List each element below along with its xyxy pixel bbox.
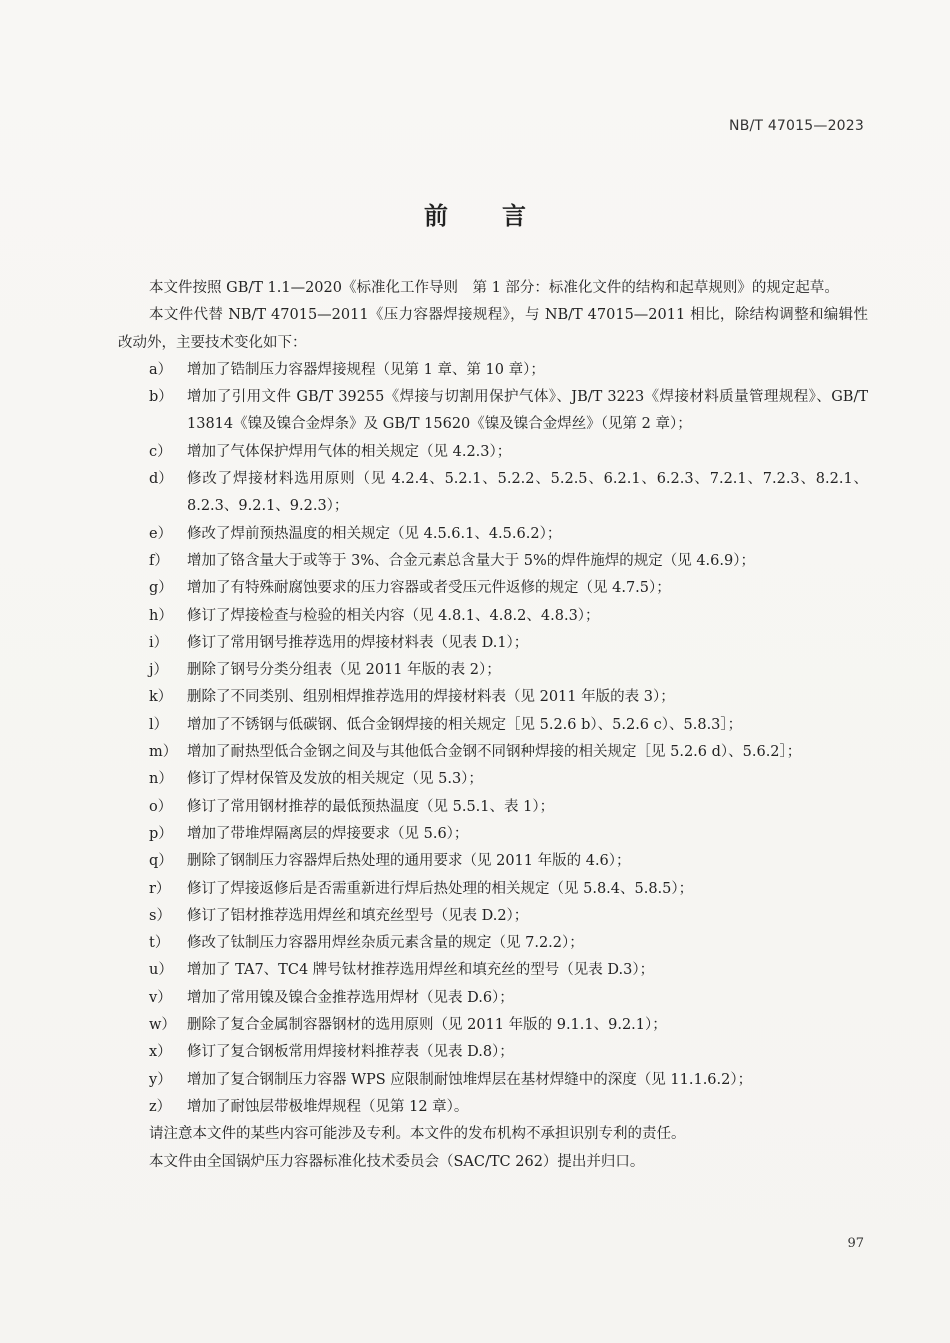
change-list-item	[118, 930, 868, 957]
list-item-text: 增加了气体保护焊用气体的相关规定（见 4.2.3）；	[187, 443, 512, 460]
change-list-item	[118, 384, 868, 439]
change-list-item	[118, 794, 868, 821]
list-item-text: 增加了不锈钢与低碳钢、低合金钢焊接的相关规定［见 5.2.6 b）、5.2.6 c）、5.8.3］；	[187, 716, 743, 733]
list-item-marker: s）	[149, 907, 171, 924]
list-item-text: 修订了复合钢板常用焊接材料推荐表（见表 D.8）；	[187, 1044, 514, 1061]
list-item-marker: l）	[149, 716, 169, 733]
list-item-text: 增加了铬含量大于或等于 3%、合金元素总含量大于 5%的焊件施焊的规定（见 4.6.9）；	[187, 552, 755, 569]
list-item-marker: j）	[149, 662, 168, 679]
list-item-text: 修订了铝材推荐选用焊丝和填充丝型号（见表 D.2）；	[187, 907, 529, 924]
list-item-text: 修订了焊材保管及发放的相关规定（见 5.3）；	[187, 771, 483, 788]
list-item-text: 修订了常用钢号推荐选用的焊接材料表（见表 D.1）；	[187, 634, 529, 651]
page-number: 97	[847, 1236, 864, 1251]
change-list-item	[118, 766, 868, 793]
committee-statement: 本文件由全国锅炉压力容器标准化技术委员会（SAC/TC 262）提出并归口。	[149, 1153, 645, 1170]
list-item-marker: o）	[149, 798, 173, 815]
list-item-marker: f）	[149, 552, 169, 569]
page-title: 前言	[424, 202, 580, 230]
list-item-marker: q）	[149, 853, 173, 870]
foreword-body	[118, 275, 868, 1176]
change-list-item	[118, 1094, 868, 1121]
list-item-text: 修订了常用钢材推荐的最低预热温度（见 5.5.1、表 1）；	[187, 798, 555, 815]
list-item-text: 增加了耐蚀层带极堆焊规程（见第 12 章）。	[187, 1098, 469, 1115]
technical-changes-list	[118, 357, 868, 1121]
list-item-text: 增加了锆制压力容器焊接规程（见第 1 章、第 10 章）；	[187, 361, 545, 378]
change-list-item	[118, 985, 868, 1012]
replacement-paragraph: 本文件代替 NB/T 47015—2011《压力容器焊接规程》，与 NB/T 47015—2011 相比，除结构调整和编辑性改动外，主要技术变化如下：	[118, 307, 868, 351]
document-code: NB/T 47015—2023	[729, 118, 864, 134]
list-item-marker: y）	[149, 1071, 172, 1088]
list-item-text: 删除了钢号分类分组表（见 2011 年版的表 2）；	[187, 662, 501, 679]
change-list-item	[118, 1039, 868, 1066]
change-list-item	[118, 630, 868, 657]
list-item-marker: i）	[149, 634, 169, 651]
patent-notice: 请注意本文件的某些内容可能涉及专利。本文件的发布机构不承担识别专利的责任。	[149, 1126, 686, 1143]
change-list-item	[118, 548, 868, 575]
list-item-marker: e）	[149, 525, 173, 542]
change-list-item	[118, 848, 868, 875]
change-list-item	[118, 603, 868, 630]
change-list-item	[118, 1067, 868, 1094]
change-list-item	[118, 521, 868, 548]
intro-paragraph: 本文件按照 GB/T 1.1—2020《标准化工作导则 第 1 部分：标准化文件的结构和起草规则》的规定起草。	[149, 280, 839, 296]
list-item-text: 修订了焊接返修后是否需重新进行焊后热处理的相关规定（见 5.8.4、5.8.5）；	[187, 880, 694, 897]
list-item-marker: u）	[149, 962, 173, 979]
change-list-item	[118, 657, 868, 684]
list-item-text: 删除了不同类别、组别相焊推荐选用的焊接材料表（见 2011 年版的表 3）；	[187, 689, 675, 706]
list-item-marker: t）	[149, 935, 170, 952]
list-item-marker: g）	[149, 580, 173, 597]
list-item-text: 增加了引用文件 GB/T 39255《焊接与切割用保护气体》、JB/T 3223《焊接材料质量管理规程》、GB/T 13814《镍及镍合金焊条》及 GB/T 15620《镍及镍合金焊丝》（见第 2 章）；	[187, 389, 868, 433]
list-item-marker: p）	[149, 825, 173, 842]
list-item-text: 增加了耐热型低合金钢之间及与其他低合金钢不同钢种焊接的相关规定［见 5.2.6 d）、5.6.2］；	[187, 744, 802, 761]
change-list-item	[118, 684, 868, 711]
list-item-text: 修订了焊接检查与检验的相关内容（见 4.8.1、4.8.2、4.8.3）；	[187, 607, 600, 624]
list-item-marker: k）	[149, 689, 173, 706]
change-list-item	[118, 712, 868, 739]
change-list-item	[118, 903, 868, 930]
list-item-text: 增加了有特殊耐腐蚀要求的压力容器或者受压元件返修的规定（见 4.7.5）；	[187, 580, 671, 597]
list-item-text: 修改了钛制压力容器用焊丝杂质元素含量的规定（见 7.2.2）；	[187, 935, 584, 952]
list-item-marker: d）	[149, 471, 173, 488]
list-item-text: 删除了钢制压力容器焊后热处理的通用要求（见 2011 年版的 4.6）；	[187, 853, 631, 870]
change-list-item	[118, 466, 868, 521]
change-list-item	[118, 439, 868, 466]
list-item-text: 修改了焊前预热温度的相关规定（见 4.5.6.1、4.5.6.2）；	[187, 525, 562, 542]
list-item-marker: c）	[149, 443, 172, 460]
list-item-marker: a）	[149, 361, 173, 378]
list-item-marker: n）	[149, 771, 173, 788]
list-item-marker: h）	[149, 607, 173, 624]
change-list-item	[118, 1012, 868, 1039]
list-item-text: 增加了复合钢制压力容器 WPS 应限制耐蚀堆焊层在基材焊缝中的深度（见 11.1.6.2）；	[187, 1071, 753, 1088]
change-list-item	[118, 821, 868, 848]
list-item-text: 删除了复合金属制容器钢材的选用原则（见 2011 年版的 9.1.1、9.2.1）；	[187, 1017, 667, 1034]
change-list-item	[118, 575, 868, 602]
list-item-text: 增加了 TA7、TC4 牌号钛材推荐选用焊丝和填充丝的型号（见表 D.3）；	[187, 962, 655, 979]
change-list-item	[118, 876, 868, 903]
list-item-text: 增加了带堆焊隔离层的焊接要求（见 5.6）；	[187, 825, 469, 842]
list-item-marker: z）	[149, 1098, 172, 1115]
list-item-marker: b）	[149, 389, 173, 406]
list-item-marker: m）	[149, 744, 178, 761]
list-item-text: 增加了常用镍及镍合金推荐选用焊材（见表 D.6）；	[187, 989, 514, 1006]
change-list-item	[118, 357, 868, 384]
list-item-marker: x）	[149, 1044, 172, 1061]
change-list-item	[118, 957, 868, 984]
change-list-item	[118, 739, 868, 766]
list-item-marker: r）	[149, 880, 171, 897]
list-item-text: 修改了焊接材料选用原则（见 4.2.4、5.2.1、5.2.2、5.2.5、6.2.1、6.2.3、7.2.1、7.2.3、8.2.1、8.2.3、9.2.1、9.2.3）；	[187, 471, 868, 515]
list-item-marker: w）	[149, 1017, 176, 1034]
list-item-marker: v）	[149, 989, 172, 1006]
